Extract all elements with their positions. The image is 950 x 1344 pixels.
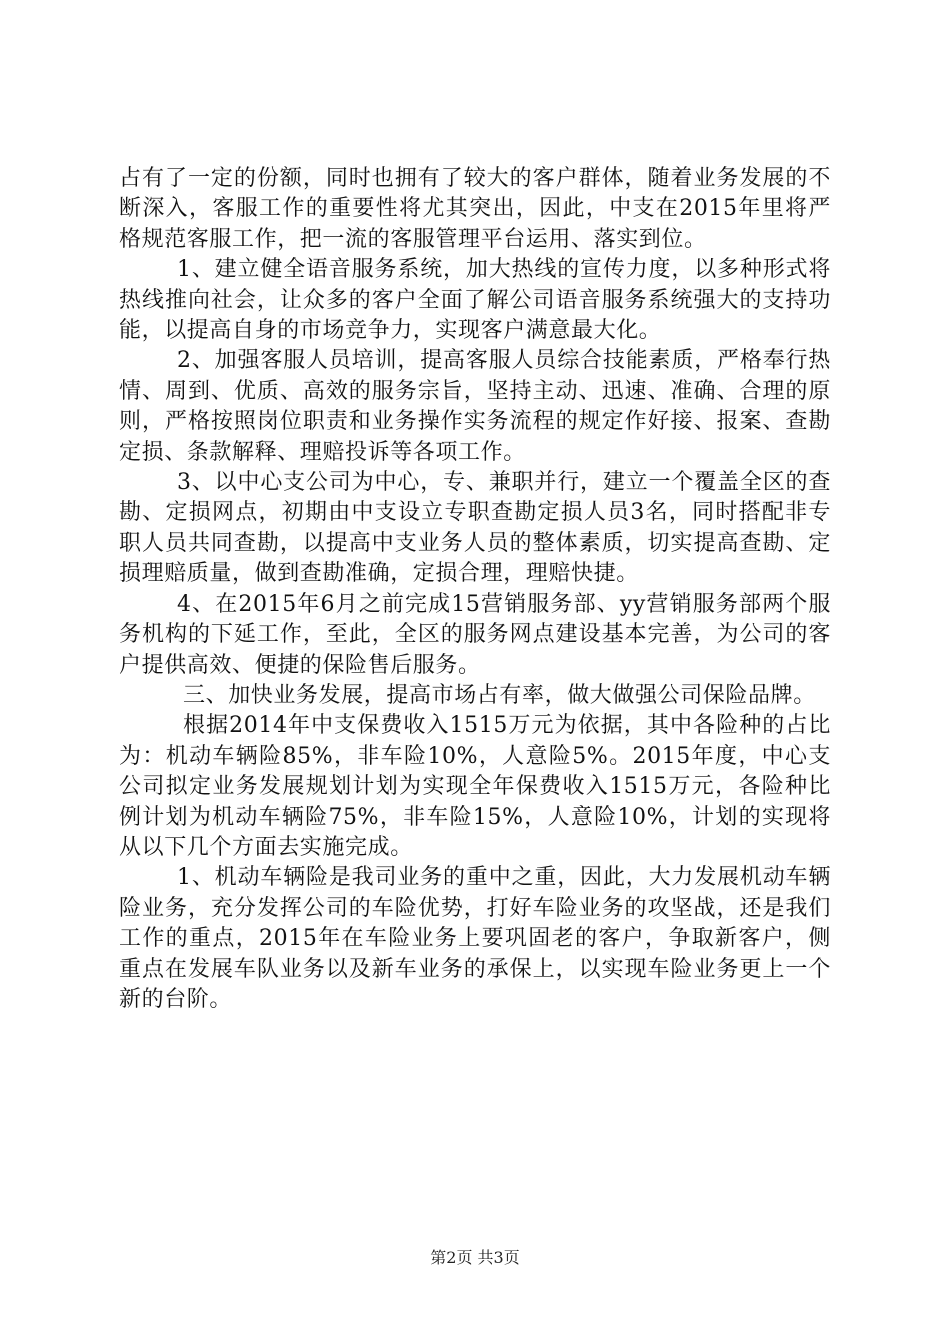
- paragraph-item-1-motor-insurance: 1、机动车辆险是我司业务的重中之重，因此，大力发展机动车辆险业务，充分发挥公司的车险优势，打好车险业务的攻坚战，还是我们工作的重点，2015年在车险业务上要巩固老的客户，争取新客户，侧重点在发展车队业务以及新车业务的承保上，以实现车险业务更上一个新的台阶。: [119, 865, 831, 1012]
- paragraph-item-2-staff-training: 2、加强客服人员培训，提高客服人员综合技能素质，严格奉行热情、周到、优质、高效的服务宗旨，坚持主动、迅速、准确、合理的原则，严格按照岗位职责和业务操作实务流程的规定作好接、报案、查勘定损、条款解释、理赔投诉等各项工作。: [119, 348, 831, 465]
- section-heading-business-development: 三、加快业务发展，提高市场占有率，做大做强公司保险品牌。: [183, 682, 816, 708]
- document-body: [119, 164, 831, 1015]
- paragraph-item-1-voice-service: 1、建立健全语音服务系统，加大热线的宣传力度，以多种形式将热线推向社会，让众多的客户全面了解公司语音服务系统强大的支持功能，以提高自身的市场竞争力，实现客户满意最大化。: [119, 257, 831, 344]
- paragraph-intro: 占有了一定的份额，同时也拥有了较大的客户群体，随着业务发展的不断深入，客服工作的重要性将尤其突出，因此，中支在2015年里将严格规范客服工作，把一流的客服管理平台运用、落实到位。: [119, 166, 831, 252]
- page-number-footer: 第2页 共3页: [430, 1248, 520, 1267]
- paragraph-item-3-survey-network: 3、以中心支公司为中心，专、兼职并行，建立一个覆盖全区的查勘、定损网点，初期由中支设立专职查勘定损人员3名，同时搭配非专职人员共同查勘，以提高中支业务人员的整体素质，切实提高查勘、定损理赔质量，做到查勘准确，定损合理，理赔快捷。: [119, 470, 831, 587]
- paragraph-premium-plan: 根据2014年中支保费收入1515万元为依据，其中各险种的占比为：机动车辆险85%，非车险10%，人意险5%。2015年度，中心支公司拟定业务发展规划计划为实现全年保费收入1515万元，各险种比例计划为机动车辆险75%，非车险15%，人意险10%，计划的实现将从以下几个方面去实施完成。: [119, 713, 831, 860]
- paragraph-item-4-service-outlets: 4、在2015年6月之前完成15营销服务部、yy营销服务部两个服务机构的下延工作，至此，全区的服务网点建设基本完善，为公司的客户提供高效、便捷的保险售后服务。: [119, 591, 831, 678]
